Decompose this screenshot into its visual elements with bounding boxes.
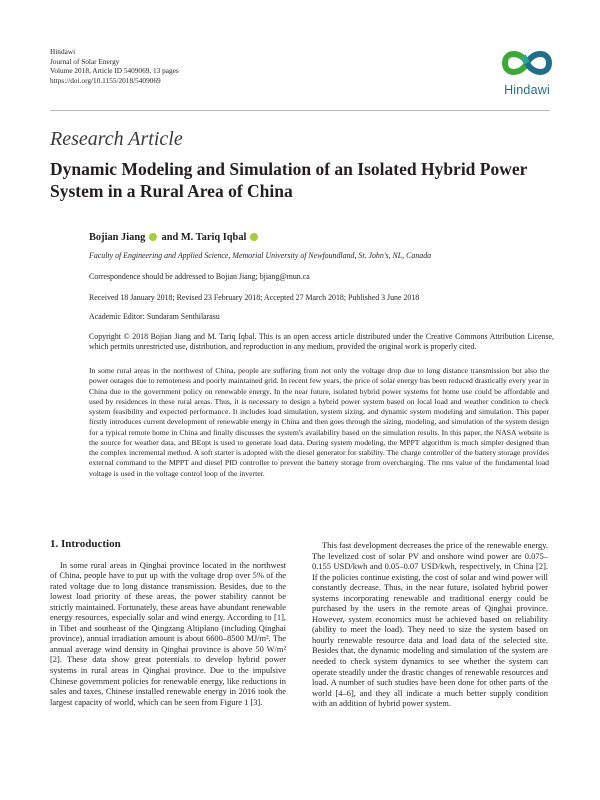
- publisher-name: Hindawi: [50, 47, 76, 56]
- header-divider: [50, 110, 550, 111]
- correspondence: Correspondence should be addressed to Bojian Jiang; bjiang@mun.ca: [89, 272, 310, 281]
- abstract: In some rural areas in the northwest of China, people are suffering from not only the voltage drop due to long distance transmission but also the power outages due to remoteness and poorly maintained grid. In recent few years, the price of solar energy has been reduced drastically every year in China due to the government policy on renewable energy. In the near future, isolated hybrid power systems for home use could be affordable and used by residences in these rural areas. Thus, it is necessary to design a hybrid power system based on local load and weather condition to check system feasibility and expected performance. It includes load simulation, system sizing, and dynamic system modeling and simulation. This paper firstly introduces current development of renewable energy in China and then goes through the sizing, modeling, and simulation of the system design for a typical remote home in China and finally discusses the system's availability based on the simulation results. In this paper, the NASA website is the source for weather data, and BEopt is used to generate load data. During system modeling, the MPPT algorithm is much simpler designed than the complex incremental method. A soft starter is adopted with the diesel generator for stability. The charge controller of the battery storage provides external command to the MPPT and diesel PID controller to prevent the battery storage from overcharging. The rms value of the fundamental load voltage is used in the voltage control loop of the inverter.: [89, 366, 549, 478]
- author-name[interactable]: Bojian Jiang: [89, 232, 146, 243]
- right-column: [312, 540, 548, 709]
- author-name[interactable]: and M. Tariq Iqbal: [161, 232, 247, 243]
- intro-paragraph: In some rural areas in Qinghai province located in the northwest of China, people have to put up with the voltage drop over 5% of the rated voltage due to long distance transmission. Besides, due to the lowest load priority of these areas, the power stability cannot be strictly maintained. Fortunately, these areas have abundant renewable energy resources, especially solar and wind energy. According to [1], in Tibet and southeast of the Qingzang Altiplano (including Qinghai province), annual irradiation amount is about 6600–8500 MJ/m². The annual average wind density in Qinghai province is above 50 W/m² [2]. These data show great potentials to develop hybrid power systems in rural areas in Qinghai province. Due to the impulsive Chinese government policies for renewable energy, like reductions in sales and taxes, Chinese installed renewable energy in 2016 took the largest capacity of world, which can be seen from Figure 1 [3].: [50, 559, 286, 707]
- article-type: Research Article: [50, 128, 183, 150]
- affiliation: Faculty of Engineering and Applied Science, Memorial University of Newfoundland, St. John's, NL, Canada: [89, 251, 432, 260]
- intro-paragraph-continued: This fast development decreases the price of the renewable energy. The levelized cost of solar PV and onshore wind power are 0.075–0.155 USD/kwh and 0.05–0.07 USD/kwh, respectively, in China [2]. If the policies continue existing, the cost of solar and wind power will constantly decrease. Thus, in the near future, isolated hybrid power systems incorporating renewable and traditional energy could be purchased by the users in the remote areas of Qinghai province. However, system economics must be achieved based on reliability (ability to meet the load). They need to size the system based on hourly renewable resource data and load data of the selected site. Besides that, the dynamic modeling and simulation of the system are needed to check system dynamics to see whether the system can operate steadily under the drastic changes of renewable resources and load. A number of such studies have been done for other parts of the world [4–6], and they all indicate a much better supply condition with an addition of hybrid power system.: [312, 540, 548, 709]
- left-column: [50, 539, 286, 707]
- hindawi-logo: [492, 44, 562, 97]
- orcid-icon[interactable]: [250, 233, 258, 241]
- journal-name: Journal of Solar Energy: [50, 56, 120, 66]
- journal-meta: [50, 47, 179, 85]
- hindawi-wordmark: Hindawi: [504, 83, 550, 97]
- academic-editor: Academic Editor: Sundaram Senthilarasu: [89, 312, 220, 321]
- hindawi-interlocking-rings-icon: [499, 44, 555, 82]
- copyright-notice: Copyright © 2018 Bojian Jiang and M. Tariq Iqbal. This is an open access article distributed under the Creative Commons Attribution License, which permits unrestricted use, distribution, and reproduction in any medium, provided the original work is properly cited.: [89, 332, 554, 352]
- section-heading: 1. Introduction: [50, 538, 121, 550]
- volume-line: Volume 2018, Article ID 5409069, 13 pages: [50, 66, 179, 76]
- publication-dates: Received 18 January 2018; Revised 23 February 2018; Accepted 27 March 2018; Published 3 June 2018: [89, 293, 420, 302]
- author-list: [89, 232, 260, 243]
- article-title: Dynamic Modeling and Simulation of an Isolated Hybrid Power System in a Rural Area of China: [50, 159, 528, 201]
- doi-link[interactable]: https://doi.org/10.1155/2018/5409069: [50, 75, 161, 85]
- orcid-icon[interactable]: [149, 233, 157, 241]
